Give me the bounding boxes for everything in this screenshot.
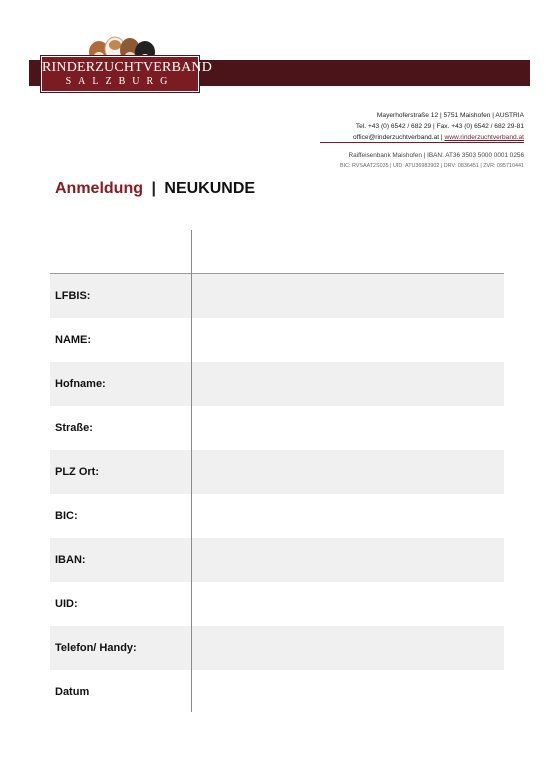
table-header-row — [50, 230, 504, 274]
contact-separator: | — [440, 134, 443, 141]
bank-line-1: Raiffeisenbank Maishofen | IBAN: AT36 3503 5000 0001 0256 — [348, 152, 524, 159]
form-row-hofname — [50, 362, 504, 406]
lfbis-field[interactable] — [191, 274, 504, 318]
hofname-field[interactable] — [191, 362, 504, 406]
form-label: Hofname: — [55, 378, 106, 390]
logo-subtitle: SALZBURG — [65, 76, 175, 87]
contact-block — [264, 110, 524, 143]
column-divider — [191, 230, 192, 712]
form-label: IBAN: — [55, 554, 86, 566]
form-label: NAME: — [55, 334, 92, 346]
form-label: Straße: — [55, 422, 93, 434]
page-title-separator: | — [151, 180, 156, 197]
bank-block — [224, 151, 524, 171]
datum-field[interactable] — [191, 670, 504, 714]
logo — [41, 36, 213, 92]
page-title-main: Anmeldung — [55, 180, 143, 197]
name-field[interactable] — [191, 318, 504, 362]
contact-email[interactable]: office@rinderzuchtverband.at — [352, 134, 440, 141]
form-row-datum — [50, 670, 504, 714]
form-label: Telefon/ Handy: — [55, 642, 137, 654]
logo-plate — [41, 56, 213, 92]
form-label: UID: — [55, 598, 78, 610]
form-row-uid — [50, 582, 504, 626]
form-row-strasse — [50, 406, 504, 450]
form-row-name — [50, 318, 504, 362]
form-row-telefon — [50, 626, 504, 670]
contact-address: Mayerhoferstraße 12 | 5751 Maishofen | AUSTRIA — [376, 112, 524, 119]
bic-field[interactable] — [191, 494, 504, 538]
contact-divider — [320, 142, 524, 143]
telefon-field[interactable] — [191, 626, 504, 670]
registration-form-table — [50, 230, 504, 714]
plz-ort-field[interactable] — [191, 450, 504, 494]
page-title-sub: NEUKUNDE — [164, 180, 256, 197]
form-label: BIC: — [55, 510, 78, 522]
form-label: PLZ Ort: — [55, 466, 99, 478]
form-label: LFBIS: — [55, 290, 91, 302]
bank-line-2: BIC: RVSAAT2S035 | UID: ATU36983902 | DRV: 0836451 | ZVR: 095710441 — [340, 163, 524, 169]
form-row-plz-ort — [50, 450, 504, 494]
strasse-field[interactable] — [191, 406, 504, 450]
iban-field[interactable] — [191, 538, 504, 582]
form-row-lfbis — [50, 274, 504, 318]
contact-phone-fax: Tel. +43 (0) 6542 / 682 29 | Fax. +43 (0) 6542 / 682 29-81 — [355, 123, 524, 130]
contact-website-link[interactable]: www.rinderzuchtverband.at — [444, 134, 524, 141]
form-row-iban — [50, 538, 504, 582]
form-label: Datum — [55, 686, 90, 698]
logo-title: RINDERZUCHTVERBAND — [42, 60, 213, 75]
form-row-bic — [50, 494, 504, 538]
page-title — [55, 180, 255, 198]
uid-field[interactable] — [191, 582, 504, 626]
